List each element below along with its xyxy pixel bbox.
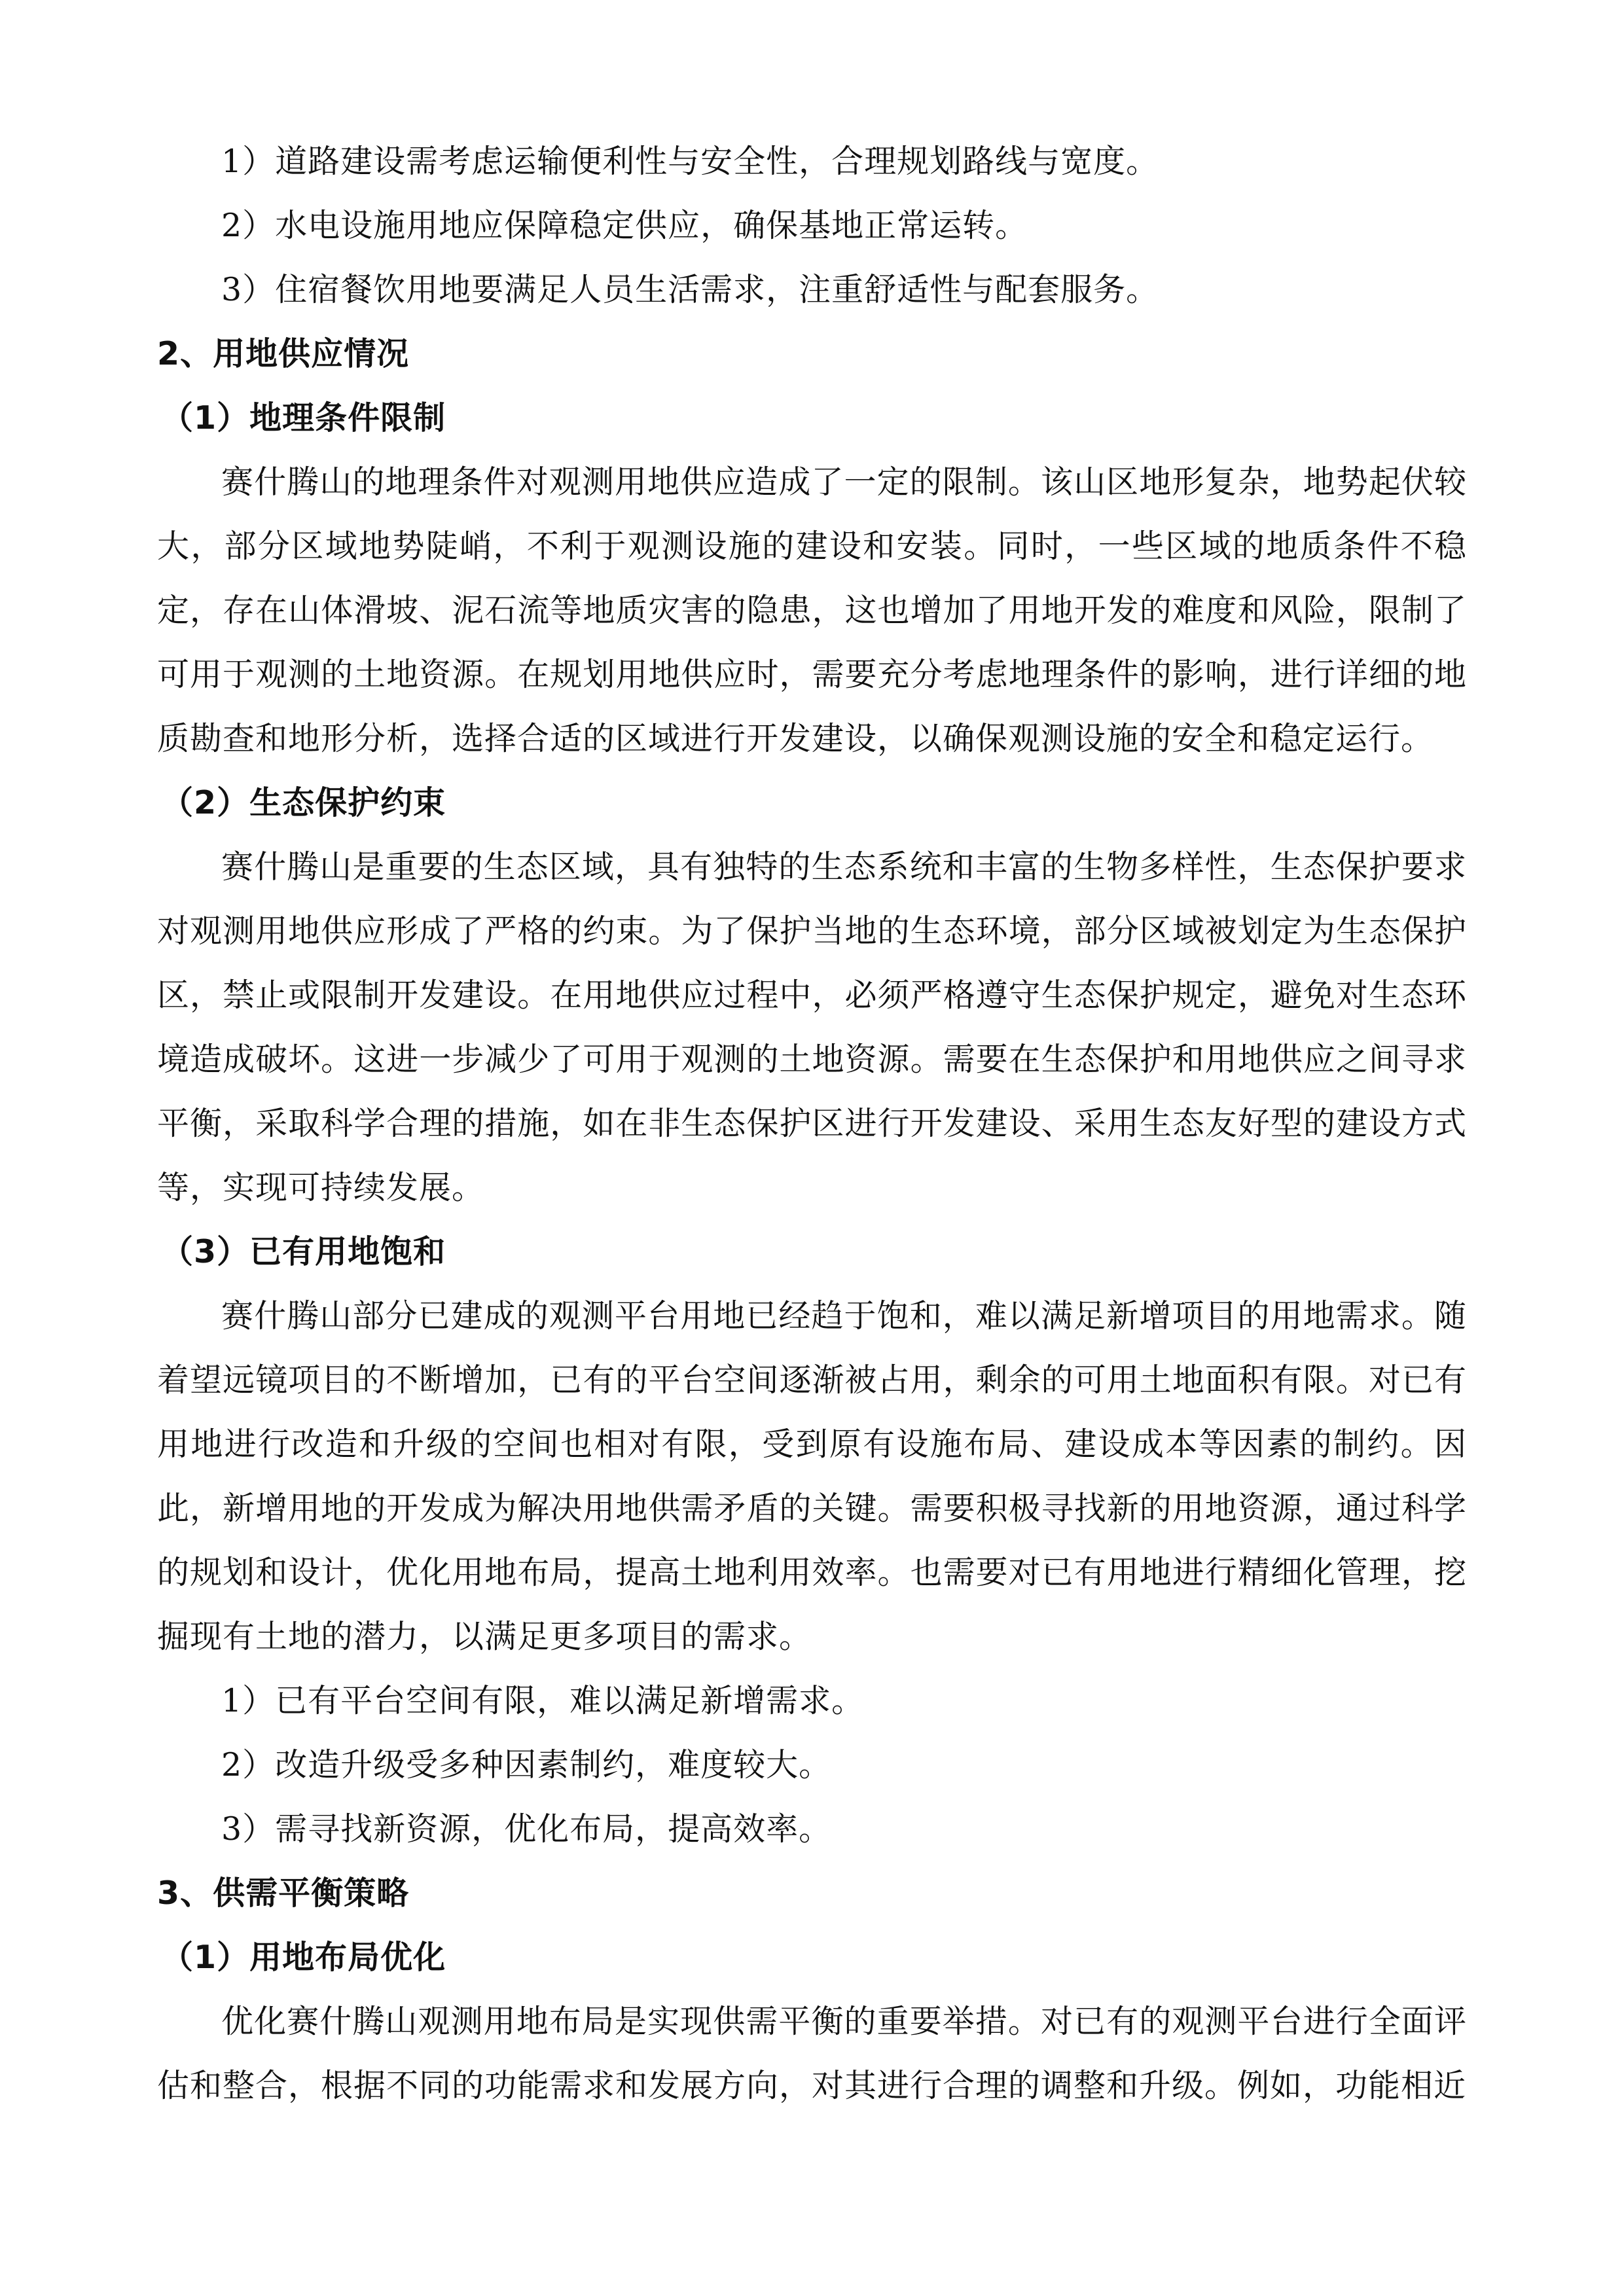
subsection-heading: （1）用地布局优化 <box>161 1939 446 1976</box>
list-item: 2）水电设施用地应保障稳定供应，确保基地正常运转。 <box>221 207 1028 244</box>
section-heading: 3、供需平衡策略 <box>157 1874 410 1912</box>
paragraph: 赛什腾山是重要的生态区域，具有独特的生态系统和丰富的生物多样性，生态保护要求对观测用地供应形成了严格的约束。为了保护当地的生态环境，部分区域被划定为生态保护区，禁止或限制开发建设。在用地供应过程中，必须严格遵守生态保护规定，避免对生态环境造成破坏。这进一步减少了可用于观测的土地资源。需要在生态保护和用地供应之间寻求平衡，采取科学合理的措施，如在非生态保护区进行开发建设、采用生态友好型的建设方式等，实现可持续发展。 <box>157 848 1467 1206</box>
paragraph: 赛什腾山的地理条件对观测用地供应造成了一定的限制。该山区地形复杂，地势起伏较大，部分区域地势陡峭，不利于观测设施的建设和安装。同时，一些区域的地质条件不稳定，存在山体滑坡、泥石流等地质灾害的隐患，这也增加了用地开发的难度和风险，限制了可用于观测的土地资源。在规划用地供应时，需要充分考虑地理条件的影响，进行详细的地质勘查和地形分析，选择合适的区域进行开发建设，以确保观测设施的安全和稳定运行。 <box>157 463 1467 757</box>
subsection-heading: （1）地理条件限制 <box>161 399 446 437</box>
list-item: 3）需寻找新资源，优化布局，提高效率。 <box>221 1810 832 1848</box>
subsection-heading: （2）生态保护约束 <box>161 784 446 821</box>
list-item: 1）已有平台空间有限，难以满足新增需求。 <box>221 1682 865 1719</box>
subsection-heading: （3）已有用地饱和 <box>161 1233 446 1270</box>
section-heading: 2、用地供应情况 <box>157 335 410 372</box>
paragraph: 赛什腾山部分已建成的观测平台用地已经趋于饱和，难以满足新增项目的用地需求。随着望远镜项目的不断增加，已有的平台空间逐渐被占用，剩余的可用土地面积有限。对已有用地进行改造和升级的空间也相对有限，受到原有设施布局、建设成本等因素的制约。因此，新增用地的开发成为解决用地供需矛盾的关键。需要积极寻找新的用地资源，通过科学的规划和设计，优化用地布局，提高土地利用效率。也需要对已有用地进行精细化管理，挖掘现有土地的潜力，以满足更多项目的需求。 <box>157 1297 1467 1655</box>
list-item: 2）改造升级受多种因素制约，难度较大。 <box>221 1746 832 1784</box>
list-item: 3）住宿餐饮用地要满足人员生活需求，注重舒适性与配套服务。 <box>221 271 1159 308</box>
list-item: 1）道路建设需考虑运输便利性与安全性，合理规划路线与宽度。 <box>221 143 1159 180</box>
paragraph: 优化赛什腾山观测用地布局是实现供需平衡的重要举措。对已有的观测平台进行全面评估和整合，根据不同的功能需求和发展方向，对其进行合理的调整和升级。例如，功能相近 <box>157 2003 1467 2104</box>
